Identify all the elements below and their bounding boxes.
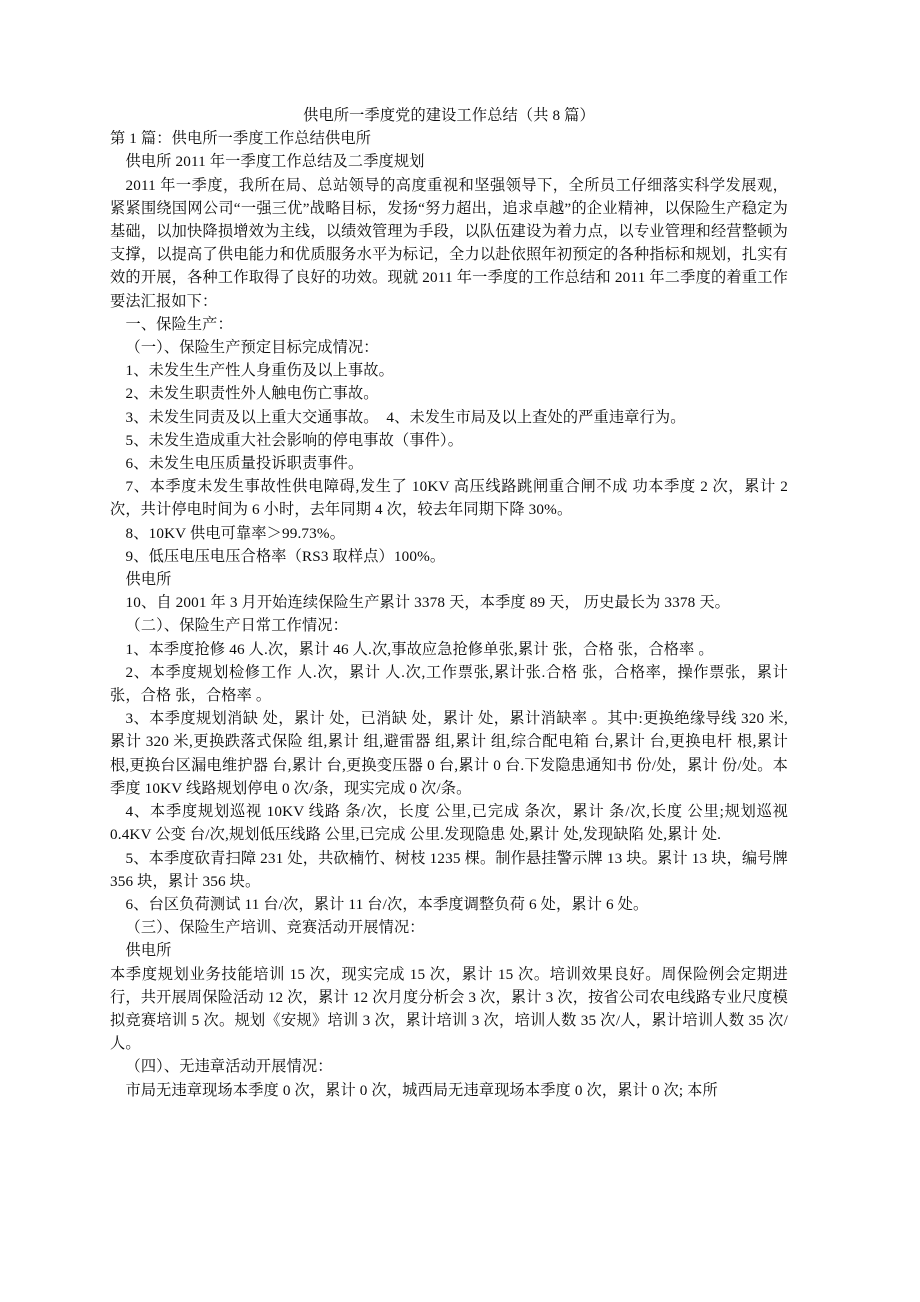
daily-item-3: 3、本季度规划消缺 处，累计 处，已消缺 处，累计 处，累计消缺率 。其中:更换绝缘导线 320 米,累计 320 米,更换跌落式保险 组,累计 组,避雷器 组,累计 组,综合配电箱 台,累计 台,更换电杆 根,累计 根,更换台区漏电维护器 台,累计 台,更换变压器 0 台,累计 0 台.下发隐患通知书 份/处，累计 份/处。本季度 10KV 线路规划停电 0 次/条，现实完成 0 次/条。 <box>110 710 792 797</box>
section-1-1: （一）、保险生产预定目标完成情况： <box>125 339 379 357</box>
item-7: 7、本季度未发生事故性供电障碍,发生了 10KV 高压线路跳闸重合闸不成 功本季度 2 次，累计 2 次，共计停电时间为 6 小时，去年同期 4 次，较去年同期下降 30%。 <box>110 478 792 519</box>
intro-paragraph: 2011 年一季度，我所在局、总站领导的高度重视和坚强领导下，全所员工仔细落实科学发展观，紧紧围绕国网公司“一强三优”战略目标，发扬“努力超出，追求卓越”的企业精神，以保险生产稳定为基础，以加快降损增效为主线，以绩效管理为手段，以队伍建设为着力点，以专业管理和经营整顿为支撑，以提高了供电能力和优质服务水平为标记，全力以赴依照年初预定的各种指标和规划，扎实有效的开展，各种工作取得了良好的功效。现就 2011 年一季度的工作总结和 2011 年二季度的着重工作要法汇报如下： <box>110 176 788 310</box>
document-body <box>110 104 792 1102</box>
label-office-1: 供电所 <box>125 571 172 589</box>
section-1: 一、保险生产： <box>125 315 233 333</box>
item-3: 3、未发生同责及以上重大交通事故。 4、未发生市局及以上查处的严重违章行为。 <box>125 408 686 426</box>
document-title: 供电所一季度党的建设工作总结（共 8 篇） <box>303 107 595 124</box>
label-office-2: 供电所 <box>125 942 172 960</box>
document-text-block <box>110 127 792 1102</box>
item-5: 5、未发生造成重大社会影响的停电事故（事件）。 <box>125 431 464 449</box>
violation-paragraph: 市局无违章现场本季度 0 次，累计 0 次，城西局无违章现场本季度 0 次，累计 0 次; 本所 <box>125 1081 718 1099</box>
heading-chapter: 第 1 篇：供电所一季度工作总结供电所 <box>110 130 372 148</box>
daily-item-6: 6、台区负荷测试 11 台/次，累计 11 台/次，本季度调整负荷 6 处，累计 6 处。 <box>125 895 649 913</box>
daily-item-4: 4、本季度规划巡视 10KV 线路 条/次，长度 公里,已完成 条次，累计 条/次,长度 公里;规划巡视 0.4KV 公变 台/次,规划低压线路 公里,已完成 公里.发现隐患 处,累计 处,发现缺陷 处,累计 处. <box>110 803 792 844</box>
item-6: 6、未发生电压质量投诉职责事件。 <box>125 455 364 473</box>
daily-item-2: 2、本季度规划检修工作 人.次，累计 人.次,工作票张,累计张.合格 张，合格率，操作票张，累计 张，合格 张，合格率 。 <box>110 663 792 705</box>
section-1-2: （二）、保险生产日常工作情况： <box>125 617 348 635</box>
item-8: 8、10KV 供电可靠率＞99.73%。 <box>125 524 346 542</box>
section-1-3: （三）、保险生产培训、竞赛活动开展情况： <box>125 919 425 937</box>
daily-item-1: 1、本季度抢修 46 人.次，累计 46 人.次,事故应急抢修单张,累计 张，合格 张，合格率 。 <box>125 640 714 658</box>
item-1: 1、未发生生产性人身重伤及以上事故。 <box>125 362 394 380</box>
item-2: 2、未发生职责性外人触电伤亡事故。 <box>125 385 379 403</box>
subtitle: 供电所 2011 年一季度工作总结及二季度规划 <box>125 153 425 171</box>
item-9: 9、低压电压电压合格率（RS3 取样点）100%。 <box>125 547 446 565</box>
training-paragraph: 本季度规划业务技能培训 15 次，现实完成 15 次，累计 15 次。培训效果良好。周保险例会定期进行，共开展周保险活动 12 次，累计 12 次月度分析会 3 次，累计 3 次，按省公司农电线路专业尺度模拟竞赛培训 5 次。规划《安规》培训 3 次，累计培训 3 次，培训人数 35 次/人，累计培训人数 35 次/人。 <box>110 965 788 1053</box>
section-1-4: （四）、无违章活动开展情况： <box>125 1058 333 1076</box>
item-10: 10、自 2001 年 3 月开始连续保险生产累计 3378 天，本季度 89 天， 历史最长为 3378 天。 <box>125 594 731 612</box>
daily-item-5: 5、本季度砍青扫障 231 处，共砍楠竹、树枝 1235 棵。制作悬挂警示牌 13 块。累计 13 块，编号牌 356 块，累计 356 块。 <box>110 849 792 890</box>
